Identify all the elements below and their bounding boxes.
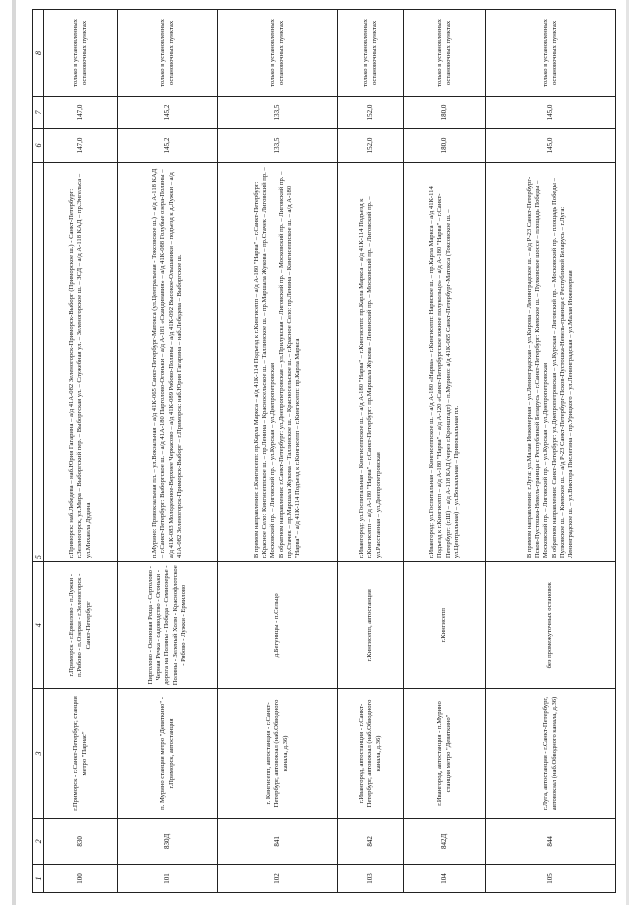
row-number: 105 [486, 865, 616, 893]
table-row [44, 10, 118, 893]
route-streets: п.Мурино: Привокзальная пл. – ул.Вокзальная – а/д 41К-065 Санкт-Петербург-Матокса (ул.Центральная - Токсовское ш.) – а/д А-118 КАД – г.Санкт-Петербург: Выборгское ш. – а/д 41А-180 Парголово-Огоньки – а/д А-181 «Скандинавия» – а/д 41К-088 Голубые озера-Поляны – а/д 41К-083 Молодежное-Верхнее Черкасово – а/д 41К-089 Рябово-Поляны – а/д 41К-092 Высокое-Ольшаники – подъезд к д.Лужки – а/д 41А-082 Зеленогорск-Приморск-Выборг – г.Приморск: наб.Юрия Гагарина – наб.Лебедева – Выборгское ш. [118, 163, 218, 562]
row-number: 102 [218, 865, 338, 893]
route-endpoints: г. Кингисепп, автостанция - г.Санкт-Петербург, автовокзал (наб.Обводного канала, д.36) [218, 689, 338, 818]
length-backward: 152,0 [338, 96, 404, 128]
route-number: 844 [486, 818, 616, 865]
boarding-note: только в установленных остановочных пунктах [338, 10, 404, 97]
header-col-5: 5 [33, 163, 44, 562]
header-col-7: 7 [33, 96, 44, 128]
row-number: 103 [338, 865, 404, 893]
route-number: 842Д [404, 818, 486, 865]
length-forward: 145,2 [118, 128, 218, 162]
boarding-note: только в установленных остановочных пунктах [486, 10, 616, 97]
header-col-8: 8 [33, 10, 44, 97]
header-col-4: 4 [33, 562, 44, 689]
boarding-note: только в установленных остановочных пунктах [404, 10, 486, 97]
intermediate-stops: д.Бегуницы - п.Сельцо [218, 562, 338, 689]
table-row [486, 10, 616, 893]
length-backward: 145,0 [486, 96, 616, 128]
length-backward: 180,0 [404, 96, 486, 128]
route-number: 841 [218, 818, 338, 865]
intermediate-stops: г.Кингисепп, автостанция [338, 562, 404, 689]
route-number: 842 [338, 818, 404, 865]
boarding-note: только в установленных остановочных пунктах [218, 10, 338, 97]
length-backward: 133,5 [218, 96, 338, 128]
header-col-3: 3 [33, 689, 44, 818]
routes-table [32, 9, 616, 893]
intermediate-stops: г.Приморск - г.Ермилово - п.Лужки - п.Рябово - п.Озерки - г.Зеленогорск - Санкт-Петербург [44, 562, 118, 689]
route-endpoints: г.Ивангород, автостанция - п.Мурино станция метро "Девяткино" [404, 689, 486, 818]
table-row [338, 10, 404, 893]
scan-edge-left [12, 0, 16, 905]
length-backward: 145,2 [118, 96, 218, 128]
route-streets: г.Приморск: наб.Лебедева – наб.Юрия Гагарина – а/д 41А-082 Зеленогорск-Приморск-Выборг (Приморское ш.) - Санкт-Петербург: г.Зеленогорск, ул.Мира – Выборгский пер. – Выборгская ул. – Служебная ул. – Зеленогорское ш. – ЗСД – а/д А-118 КАД – пр.Энгельса – ул.Михаила Дудина [44, 163, 118, 562]
route-endpoints: г.Приморск - г.Санкт-Петербург, станция метро "Парнас" [44, 689, 118, 818]
rotated-document-table [32, 9, 616, 893]
route-endpoints: п. Мурино станция метро "Девяткино" - г.Приморск, автостанция [118, 689, 218, 818]
route-streets: г.Ивангород: ул.Госпитальная – Кингисеппское ш. – а/д А-180 «Нарва» – г.Кингисепп: Нарвское ш. – пр.Карла Маркса – а/д 41К-114 Подъезд к г.Кингисепп – а/д А-180 "Нарва" – а/д А-120 «Санкт-Петербургское южное полукольцо» – а/д А-180 "Нарва" – г.Санкт-Петербург: (г.Ш) – а/д А-118 КАД (через г.Кронштадт) – п.Мурино: а/д 41К-065 Санкт-Петербург-Матокса (Токсовское ш. – ул.Центральная) – ул.Вокзальная – Привокзальная пл. [404, 163, 486, 562]
table-row [218, 10, 338, 893]
length-forward: 180,0 [404, 128, 486, 162]
route-endpoints: г.Ивангород, автостанция - г.Санкт-Петербург, автовокзал (наб.Обводного канала, д.36) [338, 689, 404, 818]
row-number: 104 [404, 865, 486, 893]
route-endpoints: г.Луга, автостанция - г.Санкт-Петербург, автовокзал (наб.Обводного канала, д.36) [486, 689, 616, 818]
route-number: 830Д [118, 818, 218, 865]
route-streets: В прямом направлении: г.Кингисепп: пр.Карла Маркса – а/д 41К-114 Подъезд к г.Кингисепп – а/д А-180 "Нарва" – г.Санкт-Петербург: г.Красное Село: Кингисеппское ш. – пр.Ленина – Красносельское ш. – Таллинское ш. – пр.Маршала Жукова – пр.Стачек – Лиговский пр. – Московский пр. – Лиговский пр. – ул.Курская – ул.Днепропетровская В обратном направлении: г.Санкт-Петербург: ул.Днепропетровская – ул.Прилукская – Лиговский пр. – Московский пр. – Лиговский пр. – пр.Стачек – пр.Маршала Жукова – Таллинское ш. – Красносельское ш. – г.Красное Село: пр.Ленина – Кингисеппское ш. – а/д А-180 "Нарва" – а/д 41К-114 Подъезд к г.Кингисепп – г.Кингисепп: пр.Карла Маркса [218, 163, 338, 562]
length-forward: 133,5 [218, 128, 338, 162]
header-col-6: 6 [33, 128, 44, 162]
route-streets: г.Ивангород: ул.Госпитальная – Кингисеппское ш. – а/д А-180 "Нарва" – г.Кингисепп: пр.Карла Маркса – а/д 41К-114 Подъезд к г.Кингисепп – а/д А-180 "Нарва" – г.Санкт-Петербург: пр.Маршала Жукова – Ленинский пр. – Московский пр. – Лиговский пр. – ул.Расстанная – ул.Днепропетровская [338, 163, 404, 562]
intermediate-stops: Пирголово - Осиновая Роща - Сертолово - Черная Речка - садоводство - Огоньки - дорога на Поляны - Победа - Семиозерье - Поляны - Зеленый Холм - Краснофлотское - Рябово - Лужки - Ермилово [118, 562, 218, 689]
boarding-note: только в установленных остановочных пунктах [44, 10, 118, 97]
header-col-2: 2 [33, 818, 44, 865]
intermediate-stops: без промежуточных остановок [486, 562, 616, 689]
route-number: 830 [44, 818, 118, 865]
length-backward: 147,0 [44, 96, 118, 128]
table-row [118, 10, 218, 893]
table-row [404, 10, 486, 893]
header-row [33, 10, 44, 893]
length-forward: 152,0 [338, 128, 404, 162]
length-forward: 147,0 [44, 128, 118, 162]
header-col-1: 1 [33, 865, 44, 893]
length-forward: 145,0 [486, 128, 616, 162]
intermediate-stops: г.Кингисепп [404, 562, 486, 689]
row-number: 100 [44, 865, 118, 893]
scan-edge-right [626, 0, 629, 905]
route-streets: В прямом направлении: г.Луга: ул.Малая Инженерная – ул.Ленинградская – ул.Кирова – Ленинградское ш. – а/д Р-23 Санкт-Петербург-Псков-Пустошка-Невель-граница с Республикой Беларусь – г.Санкт-Петербург: Киевское ш. – Пулковское шоссе – площадь Победы – Московский пр. – Лиговский пр. – ул.Курская – ул.Днепропетровская В обратном направлении: Санкт-Петербург: ул.Днепропетровская – ул.Курская – Лиговский пр. – Московский пр. – площадь Победы – Пулковское ш. – Киевское ш. – а/д Р-23 Санкт-Петербург-Псков-Пустошка-Невель-граница с Республикой Беларусь – г.Луга: Ленинградское ш. – ул.Виктора Пислегина – пр.Урицкого – ул.Ленинградская – ул.Малая Инженерная [486, 163, 616, 562]
boarding-note: только в установленных остановочных пунктах [118, 10, 218, 97]
row-number: 101 [118, 865, 218, 893]
